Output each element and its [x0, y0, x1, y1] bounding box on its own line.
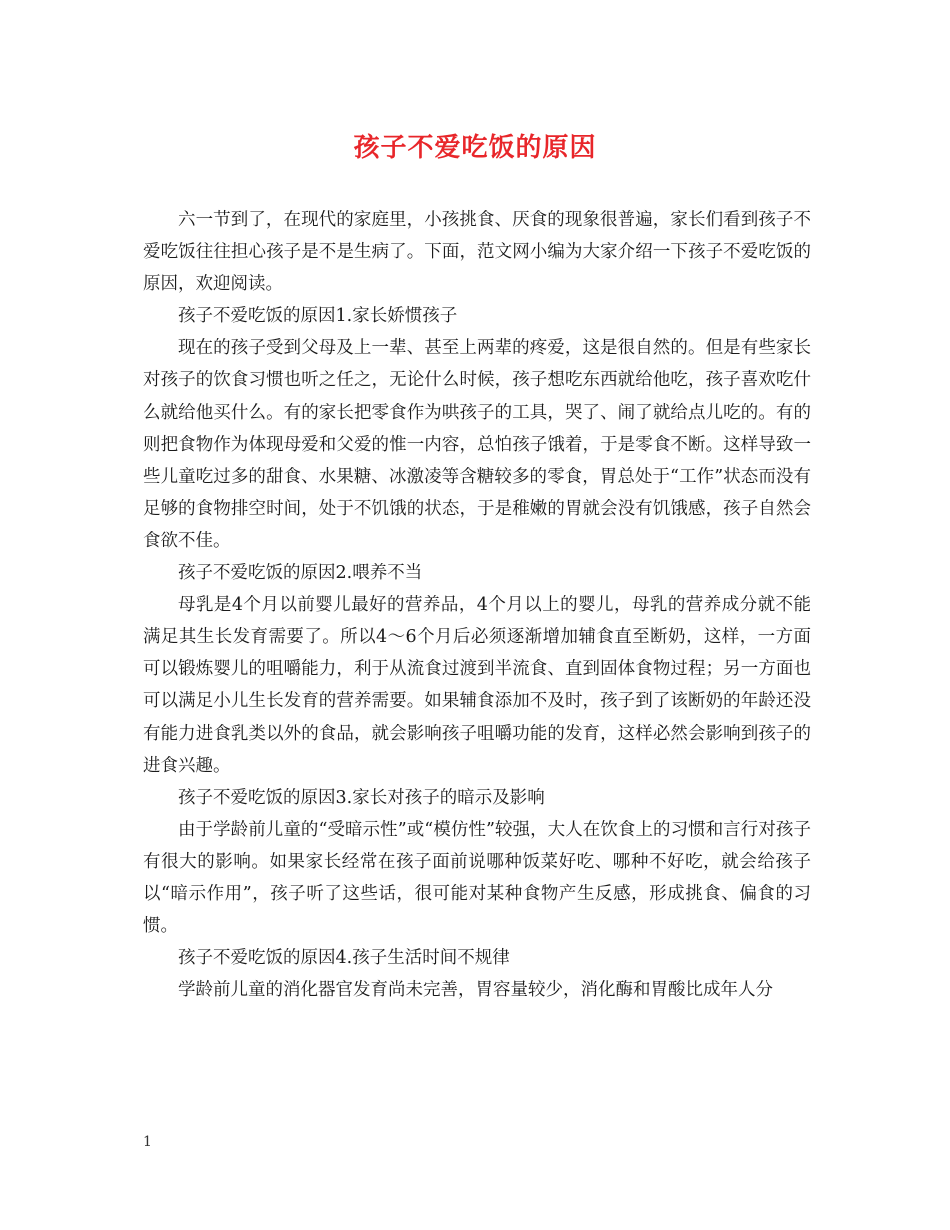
paragraph-1: 现在的孩子受到父母及上一辈、甚至上两辈的疼爱，这是很自然的。但是有些家长对孩子的饮食习惯也听之任之，无论什么时候，孩子想吃东西就给他吃，孩子喜欢吃什么就给他买什么。有的家长把零食作为哄孩子的工具，哭了、闹了就给点儿吃的。有的则把食物作为体现母爱和父爱的惟一内容，总怕孩子饿着，于是零食不断。这样导致一些儿童吃过多的甜食、水果糖、冰激凌等含糖较多的零食，胃总处于“工作”状态而没有足够的食物排空时间，处于不饥饿的状态，于是稚嫩的胃就会没有饥饿感，孩子自然会食欲不佳。	[143, 338, 811, 551]
page-number: 1	[143, 1134, 152, 1150]
paragraph-3: 由于学龄前儿童的“受暗示性”或“模仿性”较强，大人在饮食上的习惯和言行对孩子有很大的影响。如果家长经常在孩子面前说哪种饭菜好吃、哪种不好吃，就会给孩子以“暗示作用”，孩子听了这些话，很可能对某种食物产生反感，形成挑食、偏食的习惯。	[143, 819, 811, 937]
document-title: 孩子不爱吃饭的原因	[353, 133, 597, 163]
section-heading-3: 孩子不爱吃饭的原因3.家长对孩子的暗示及影响	[178, 787, 545, 808]
section-heading-2: 孩子不爱吃饭的原因2.喂养不当	[178, 563, 423, 584]
paragraph-2: 母乳是4个月以前婴儿最好的营养品，4个月以上的婴儿，母乳的营养成分就不能满足其生长发育需要了。所以4～6个月后必须逐渐增加辅食直至断奶，这样，一方面可以锻炼婴儿的咀嚼能力，利于从流食过渡到半流食、直到固体食物过程；另一方面也可以满足小儿生长发育的营养需要。如果辅食添加不及时，孩子到了该断奶的年龄还没有能力进食乳类以外的食品，就会影响孩子咀嚼功能的发育，这样必然会影响到孩子的进食兴趣。	[143, 595, 811, 776]
paragraph-intro: 六一节到了，在现代的家庭里，小孩挑食、厌食的现象很普遍，家长们看到孩子不爱吃饭往往担心孩子是不是生病了。下面，范文网小编为大家介绍一下孩子不爱吃饭的原因，欢迎阅读。	[143, 210, 811, 295]
document-body	[143, 204, 811, 1006]
section-heading-4: 孩子不爱吃饭的原因4.孩子生活时间不规律	[178, 948, 510, 969]
paragraph-4: 学龄前儿童的消化器官发育尚未完善，胃容量较少，消化酶和胃酸比成年人分	[178, 980, 773, 1001]
section-heading-1: 孩子不爱吃饭的原因1.家长娇惯孩子	[178, 306, 458, 327]
